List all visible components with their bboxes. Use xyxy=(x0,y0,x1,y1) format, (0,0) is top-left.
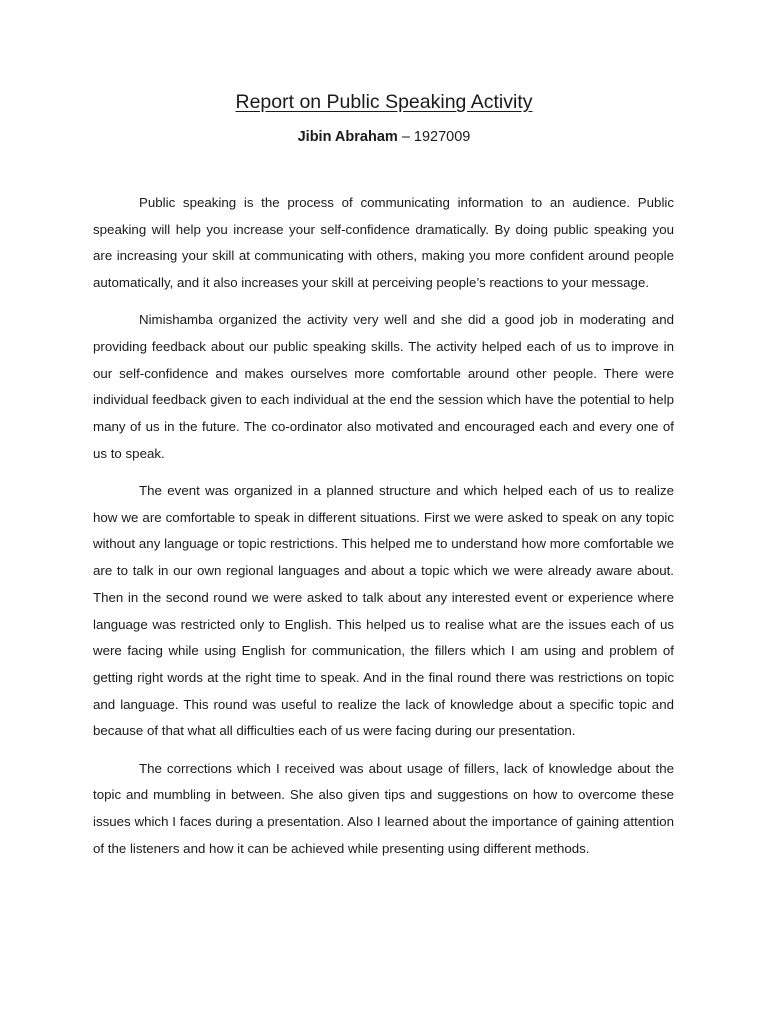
paragraph-4: The corrections which I received was about usage of fillers, lack of knowledge about the topic and mumbling in between. She also given tips and suggestions on how to overcome these issues which I faces during a presentation. Also I learned about the importance of gaining attention of the listeners and how it can be achieved while presenting using different methods. xyxy=(93,760,674,856)
paragraph-2: Nimishamba organized the activity very well and she did a good job in moderating and providing feedback about our public speaking skills. The activity helped each of us to improve in our self-confidence and makes ourselves more comfortable around other people. There were individual feedback given to each individual at the end the session which have the potential to help many of us in the future. The co-ordinator also motivated and encouraged each and every one of us to speak. xyxy=(93,312,674,461)
author-line xyxy=(0,127,768,147)
paragraph-1: Public speaking is the process of communicating information to an audience. Public speaking will help you increase your self-confidence dramatically. By doing public speaking you are increasing your skill at communicating with others, making you more confident around people automatically, and it also increases your skill at perceiving people’s reactions to your message. xyxy=(93,195,674,291)
author-name: Jibin Abraham xyxy=(297,129,398,145)
author-id: 1927009 xyxy=(413,129,471,145)
report-title: Report on Public Speaking Activity xyxy=(235,91,533,113)
report-body xyxy=(93,190,674,873)
author-separator: – xyxy=(397,129,414,145)
paragraph-3: The event was organized in a planned structure and which helped each of us to realize how we are comfortable to speak in different situations. First we were asked to speak on any topic without any language or topic restrictions. This helped me to understand how more comfortable we are to talk in our own regional languages and about a topic which we were already aware about. Then in the second round we were asked to talk about any interested event or experience where language was restricted only to English. This helped us to realise what are the issues each of us were facing while using English for communication, the fillers which I am using and problem of getting right words at the right time to speak. And in the final round there was restrictions on topic and language. This round was useful to realize the lack of knowledge about a specific topic and because of that what all difficulties each of us were facing during our presentation. xyxy=(93,483,674,739)
